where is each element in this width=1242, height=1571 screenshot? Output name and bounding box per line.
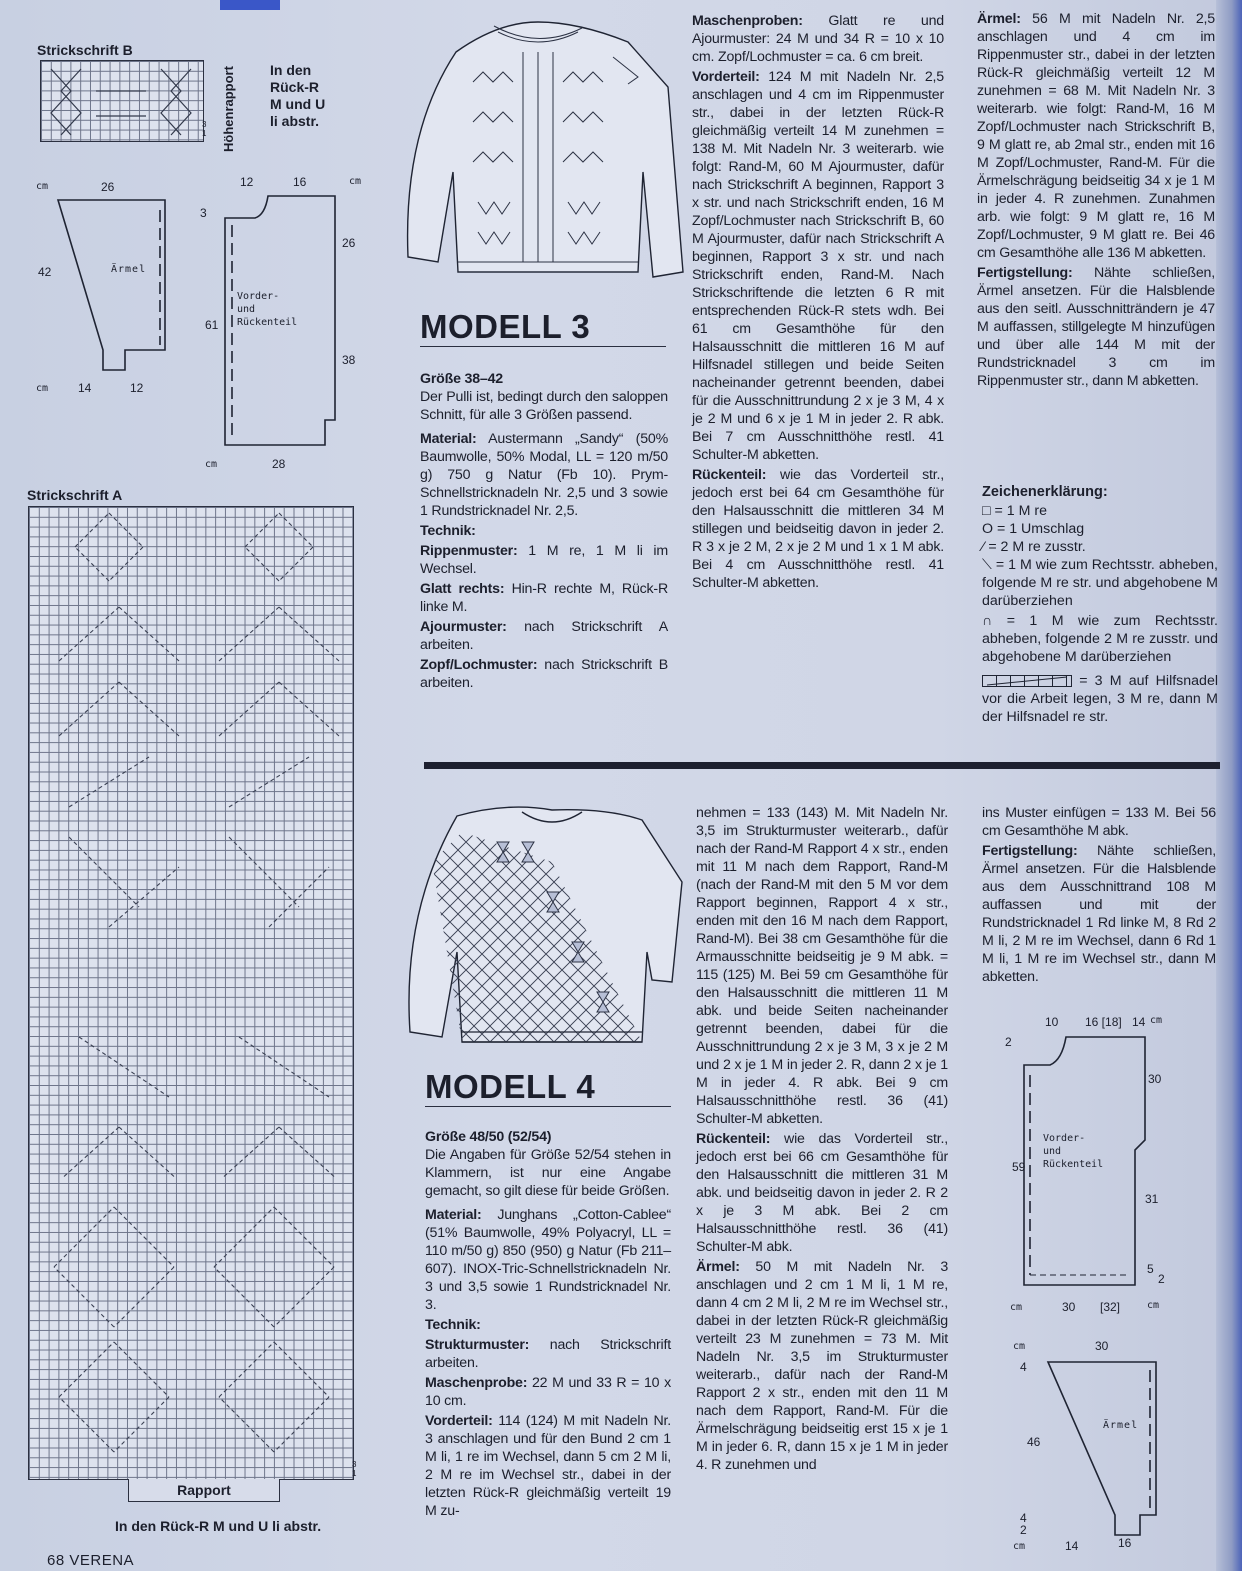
sleeve-m4-bottom-left: 14 <box>1065 1539 1079 1553</box>
chart-a-motif-line <box>59 682 119 736</box>
chart-a-motif-line <box>75 513 109 547</box>
body-m3-label: Vorder- und Rückenteil <box>237 291 298 328</box>
body-m3-top-right: 16 <box>293 175 307 189</box>
chart-a-motif-line <box>119 607 179 661</box>
modell4-struktur-text: nach Strickschrift arbeiten. <box>425 1337 671 1371</box>
modell3-column-2 <box>692 12 944 594</box>
body-m4-cm-right: cm <box>1147 1300 1160 1311</box>
chart-a-motif-line <box>64 1127 119 1177</box>
chart-a-motif-line <box>229 837 299 907</box>
chart-a-motif-line <box>69 757 149 807</box>
chart-a-rapport: Rapport <box>128 1479 280 1502</box>
chart-a-motif-line <box>59 1397 114 1452</box>
sleeve-m4-cuff-a: 4 <box>1020 1511 1027 1525</box>
modell4-aermel-label: Ärmel: <box>696 1259 740 1275</box>
body-m3-total: 61 <box>205 318 219 332</box>
legend-square-icon: □ <box>982 503 991 519</box>
modell3-aermel-text: 56 M mit Nadeln Nr. 2,5 anschlagen und 4 cm im Rippenmuster str., dabei in der letzten Rück-R gleichmäßig verteilt 12 M zunehmen = 68 M. Mit Nadeln Nr. 3 weiterarb. wie folgt: Rand-M, 16 M Zopf/Lochmuster nach Strickschrift B, 9 M glatt re, ab 2mal str., enden mit 16 M Zopf/Lochmuster, Rand-M. Für die Ärmelschrägung beidseitig 34 x je 1 M in jeder 4. R zunehmen. Zunahmen arb. wie folgt: 9 M glatt re, 16 M Zopf/Lochmuster, 9 M glatt re. Bei 46 cm Gesamthöhe alle 136 M abketten. <box>977 11 1215 261</box>
section-divider <box>424 762 1220 769</box>
chart-a-motif-line <box>109 867 179 927</box>
chart-a-motif-line <box>245 547 279 581</box>
sleeve-m4-top-mark: 4 <box>1020 1360 1027 1374</box>
sleeve-m3-bottom-left: 14 <box>78 381 92 395</box>
modell3-rueckenteil-text: wie das Vorderteil str., jedoch erst bei 64 cm Gesamthöhe für den Halsausschnitt die mittleren 34 M stillegen und beidseitig davon in jeder 2. R 3 x je 2 M, 2 x je 2 M und 1 x 1 M abk. Bei 4 cm Ausschnitthöhe restl. 41 Schulter-M abketten. <box>692 467 945 591</box>
body-m4-neck: 2 <box>1005 1035 1012 1049</box>
body-m4-label: Vorder- und Rückenteil <box>1043 1133 1104 1170</box>
top-color-tab <box>220 0 280 10</box>
modell4-material-label: Material: <box>425 1207 482 1223</box>
legend-item-sk2p <box>982 612 1218 666</box>
chart-a-motif-line <box>229 757 309 807</box>
modell3-column-1 <box>420 370 668 694</box>
chart-a-motif-line <box>114 1397 169 1452</box>
chart-a-motif-line <box>279 682 339 736</box>
chart-a-note: In den Rück-R M und U li abstr. <box>115 1518 322 1534</box>
legend-circle-icon: O <box>982 521 994 537</box>
body-m4-cm-bottom: cm <box>1010 1302 1023 1313</box>
legend-item-skp-text: = 1 M wie zum Rechtsstr. abheben, folgende M re str. und abgehobene M darüberziehen <box>982 557 1218 609</box>
modell3-size-label: Größe 38–42 <box>420 371 503 387</box>
chart-a-motif-line <box>79 1037 169 1097</box>
sleeve-m4-cm-bottom: cm <box>1013 1541 1026 1552</box>
body-m4-upper: 30 <box>1148 1072 1162 1086</box>
chart-b-note: In den Rück-R M und U li abstr. <box>270 62 326 129</box>
modell3-column-3 <box>977 10 1215 392</box>
chart-a-motif-line <box>219 682 279 736</box>
body-m3-top-left: 12 <box>240 175 254 189</box>
modell3-aermel-label: Ärmel: <box>977 11 1021 27</box>
modell3-sweater-illustration <box>398 22 690 284</box>
legend-item-k2tog <box>982 538 1218 556</box>
modell3-title-rule <box>420 346 666 347</box>
modell3-technik-label: Technik: <box>420 523 476 539</box>
body-m4-top-b: 16 [18] <box>1085 1015 1122 1029</box>
sleeve-m4-height: 46 <box>1027 1435 1041 1449</box>
modell3-vorderteil-label: Vorderteil: <box>692 69 760 85</box>
sleeve-m4-label: Ärmel <box>1103 1420 1139 1431</box>
legend-item-cable <box>982 672 1218 726</box>
legend-item-k2tog-text: = 2 M re zusstr. <box>988 539 1086 555</box>
sleeve-m4-bottom-right: 16 <box>1118 1536 1132 1550</box>
legend-slash-icon: ⁄ <box>982 539 985 555</box>
chart-a-motif-line <box>245 513 279 547</box>
chart-a-row-marks: 3 1 <box>352 1460 357 1478</box>
body-m4-bottom: 30 <box>1062 1300 1076 1314</box>
modell4-maschenprobe-label: Maschenprobe: <box>425 1375 528 1391</box>
chart-a-motif-line <box>114 1342 169 1397</box>
body-m3-upper: 26 <box>342 236 356 250</box>
chart-a-motif-line <box>279 513 313 547</box>
body-m4-cm-top: cm <box>1150 1015 1163 1026</box>
body-m4-lower: 31 <box>1145 1192 1159 1206</box>
chart-a-motif-line <box>54 1267 114 1327</box>
sleeve-m3-bottom-right: 12 <box>130 381 144 395</box>
chart-a-motif-line <box>279 547 313 581</box>
modell3-material-text: Austermann „Sandy“ (50% Baumwolle, 50% Modal, LL = 120 m/50 g) 750 g Natur (Fb 10). Prym-Schnellstricknadeln Nr. 2,5 und 3 sowie 1 Rundstricknadel Nr. 2,5. <box>420 431 668 519</box>
body-m3-cm-bottom: cm <box>205 459 218 470</box>
sleeve-m4-cuff-b: 2 <box>1020 1523 1027 1537</box>
legend-item-sk2p-text: = 1 M wie zum Rechtsstr. abheben, folgende 2 M re zusstr. und abgehobene M darüberziehen <box>982 613 1218 665</box>
chart-b-pattern <box>41 61 203 141</box>
sleeve-m3-schematic <box>0 170 210 400</box>
legend-item-knit <box>982 502 1218 520</box>
chart-a-motif-line <box>219 1342 274 1397</box>
chart-a-motif-line <box>114 1207 174 1267</box>
chart-a-motif-line <box>109 547 143 581</box>
modell4-aermel-text: 50 M mit Nadeln Nr. 3 anschlagen und 2 cm 1 M li, 1 M re, dann 4 cm 2 M li, 2 M re im Wechsel str., dabei in der letzten Rück-R gleichmäßig verteilt 23 M zunehmen = 73 M. Mit Nadeln Nr. 3,5 im Strukturmuster weiterarb., dafür nach der Rand-M Rapport 2 x str., enden mit den 11 M nach dem Rapport, Rand-M. Für die Ärmelschrägung beidseitig erst 15 x je 1 M in jeder 6. R, dann 15 x je 1 M in jeder 4. R zunehmen und <box>696 1259 949 1473</box>
body-m4-hem: 5 <box>1147 1262 1154 1276</box>
modell4-vorderteil-label: Vorderteil: <box>425 1413 493 1429</box>
modell4-maschenprobe-text: 22 M und 33 R = 10 x 10 cm. <box>425 1375 671 1409</box>
chart-a-motif-line <box>69 837 139 907</box>
modell3-rippen-label: Rippenmuster: <box>420 543 518 559</box>
chart-b-side-label: Höhenrapport <box>221 66 236 152</box>
modell3-zopf-text: nach Strickschrift B arbeiten. <box>420 657 668 691</box>
legend-item-yarnover <box>982 520 1218 538</box>
modell3-fertig-text: Nähte schließen, Ärmel ansetzen. Für die Halsblende aus den seitl. Ausschnitträndern je 47 M auffassen, stillgelegte M hinzufügen und über alle 144 M mit der Rundstricknadel 3 cm im Rippenmuster str., dann M abketten. <box>977 265 1215 389</box>
modell4-size-text: Die Angaben für Größe 52/54 stehen in Klammern, ist nur eine Angabe gemacht, so gilt diese für beide Größen. <box>425 1147 671 1199</box>
chart-a-motif-line <box>219 1397 274 1452</box>
modell3-maschenproben-text: Glatt re und Ajourmuster: 24 M und 34 R = 10 x 10 cm. Zopf/Lochmuster = ca. 6 cm breit. <box>692 13 945 65</box>
sleeve-m3-top-width: 26 <box>101 180 115 194</box>
modell4-col2-text: nehmen = 133 (143) M. Mit Nadeln Nr. 3,5 im Strukturmuster weiterarb., dafür nach der Rand-M Rapport 4 x str., enden mit 11 M nach dem Rapport, Rand-M (nach der Rand-M mit den 5 M vor dem Rapport beginnen, Rapport 4 x str., enden mit den 16 M nach dem Rapport, Rand-M). Bei 38 cm Gesamthöhe für die Armausschnitte beidseitig je 9 M abk. = 115 (125) M. Bei 59 cm Gesamthöhe für den Halsausschnitt die mittleren 11 M abk. und beide Seiten nacheinander getrennt beenden, dabei für die Ausschnittrundung 2 x je 3 M, 3 x je 2 M und 2 x je 1 M in jeder 2. R, dann 2 x je 1 M in jeder 4. R abk. Bei 9 cm Halsausschnitthöhe restl. 36 (41) Schulter-M abketten. <box>696 805 948 1127</box>
modell4-fertig-text: Nähte schließen, Ärmel ansetzen. Für die Halsblende aus dem Ausschnittrand 108 M auffassen und mit der Rundstricknadel 1 Rd linke M, 8 Rd 2 M li, 2 M re im Wechsel, dann 6 Rd 1 M li, 1 M re im Wechsel str., dann M abketten. <box>982 843 1216 985</box>
chart-a-motif-line <box>224 1127 279 1177</box>
chart-a-motif-line <box>119 682 179 736</box>
modell3-vorderteil-text: 124 M mit Nadeln Nr. 2,5 anschlagen und 4 cm im Rippenmuster str., dabei in der letzten Rück-R gleichmäßig verteilt 14 M zunehmen = 138 M. Mit Nadeln Nr. 3 weiterarb. wie folgt: Rand-M, 60 M Ajourmuster, dafür nach Strickschrift A beginnen, Rapport 3 x str. und nach Strickschrift enden, 16 M Zopf/Lochmuster nach Strickschrift B, 60 M Ajourmuster, dafür nach Strickschrift A beginnen, Rapport 3 x str. und nach Strickschrift enden, Rand-M. Nach Strickschriftende die letzten 6 R mit entsprechenden Rück-R stets wdh. Bei 61 cm Gesamthöhe für den Halsausschnitt die mittleren 16 M auf Hilfsnadel stillegen und beide Seiten nacheinander getrennt beenden, dabei für die Ausschnittrundung 2 x je 3 M, 4 x je 2 M und 6 x je 1 M in jeder 2. R abk. Bei 7 cm Ausschnitthöhe restl. 41 Schulter-M abketten. <box>692 69 944 463</box>
sleeve-m4-cm-top: cm <box>1013 1341 1026 1352</box>
chart-a-motif-line <box>274 1397 329 1452</box>
chart-a-motif-line <box>279 1127 334 1177</box>
legend-title: Zeichenerklärung: <box>982 484 1108 500</box>
chart-a-motif-line <box>219 607 279 661</box>
modell4-title-rule <box>425 1106 671 1107</box>
modell3-glatt-text: Hin-R rechte M, Rück-R linke M. <box>420 581 668 615</box>
modell3-zopf-label: Zopf/Lochmuster: <box>420 657 538 673</box>
chart-a-motif-line <box>214 1267 274 1327</box>
sleeve-m3-cm-bottom: cm <box>36 383 49 394</box>
body-m4-hem-b: 2 <box>1158 1272 1165 1286</box>
modell4-vorderteil-text: 114 (124) M mit Nadeln Nr. 3 anschlagen und für den Bund 2 cm 1 M li, 1 re im Wechsel, dann 5 cm 2 M li, 2 M re im Wechsel str., dabei in der letzten Rück-R gleichmäßig verteilt 19 M zu- <box>425 1413 671 1519</box>
chart-a-motif-line <box>75 547 109 581</box>
sleeve-m3-label: Ärmel <box>111 264 147 275</box>
chart-a-motif-line <box>54 1207 114 1267</box>
page-spine-shadow <box>1216 0 1242 1571</box>
modell3-maschenproben-label: Maschenproben: <box>692 13 803 29</box>
chart-a-motif-line <box>274 1207 334 1267</box>
body-m3-neck: 3 <box>200 206 207 220</box>
body-m3-bottom: 28 <box>272 457 286 471</box>
chart-a-motif-line <box>274 1342 329 1397</box>
sleeve-m3-height: 42 <box>38 265 52 279</box>
modell4-material-text: Junghans „Cotton-Cablee“ (51% Baumwolle, 49% Polyacryl, LL = 110 m/50 g) 850 (950) g Natur (Fb 211–607). INOX-Tric-Schnellstricknadeln Nr. 3 und 3,5 sowie 1 Rundstricknadel Nr. 3. <box>425 1207 671 1313</box>
modell3-glatt-label: Glatt rechts: <box>420 581 505 597</box>
modell4-title: MODELL 4 <box>425 1068 596 1105</box>
legend-cable-icon <box>982 675 1072 687</box>
chart-a-motif-line <box>114 1267 174 1327</box>
legend-arch-icon: ∩ <box>982 613 993 629</box>
modell4-size-label: Größe 48/50 (52/54) <box>425 1129 552 1145</box>
page-footer: 68 VERENA <box>47 1552 135 1569</box>
modell4-column-1 <box>425 1128 671 1522</box>
modell4-column-2 <box>696 804 948 1476</box>
chart-a-motif-line <box>109 513 143 547</box>
modell3-ajour-text: nach Strickschrift A arbeiten. <box>420 619 668 653</box>
modell3-rippen-text: 1 M re, 1 M li im Wechsel. <box>420 543 668 577</box>
modell4-fertig-label: Fertigstellung: <box>982 843 1078 859</box>
chart-a-motif-line <box>239 1037 329 1097</box>
modell3-ajour-label: Ajourmuster: <box>420 619 507 635</box>
legend-item-knit-text: = 1 M re <box>994 503 1047 519</box>
legend-item-skp <box>982 556 1218 610</box>
body-m3-lower: 38 <box>342 353 356 367</box>
body-m4-total: 59 <box>1012 1160 1026 1174</box>
body-m4-top-a: 10 <box>1045 1015 1059 1029</box>
modell3-fertig-label: Fertigstellung: <box>977 265 1073 281</box>
chart-b-title: Strickschrift B <box>37 42 133 58</box>
sleeve-m4-top-width: 30 <box>1095 1339 1109 1353</box>
chart-a-motif-line <box>214 1207 274 1267</box>
modell3-title: MODELL 3 <box>420 308 591 345</box>
chart-a-motif-line <box>119 1127 174 1177</box>
chart-a-motif-line <box>59 1342 114 1397</box>
chart-b-row-marks: 3 1 <box>202 120 207 138</box>
chart-a-pattern <box>29 507 353 1479</box>
body-m4-top-c: 14 <box>1132 1015 1146 1029</box>
modell4-column-3 <box>982 804 1216 988</box>
chart-a-motif-line <box>59 607 119 661</box>
chart-a-motif-line <box>279 607 339 661</box>
modell3-size-text: Der Pulli ist, bedingt durch den saloppen Schnitt, für alle 3 Größen passend. <box>420 389 668 423</box>
legend-backslash-icon: ⟍ <box>982 557 992 573</box>
chart-a-motif-line <box>269 867 329 927</box>
chart-a-motif-line <box>274 1267 334 1327</box>
modell4-col3-text: ins Muster einfügen = 133 M. Bei 56 cm Gesamthöhe M abk. <box>982 805 1216 839</box>
modell3-rueckenteil-label: Rückenteil: <box>692 467 767 483</box>
modell3-material-label: Material: <box>420 431 477 447</box>
modell4-struktur-label: Strukturmuster: <box>425 1337 530 1353</box>
modell4-technik-label: Technik: <box>425 1317 481 1333</box>
sleeve-m3-cm-top: cm <box>36 181 49 192</box>
legend-item-yarnover-text: = 1 Umschlag <box>997 521 1085 537</box>
modell4-rueckenteil-label: Rückenteil: <box>696 1131 771 1147</box>
modell4-rueckenteil-text: wie das Vorderteil str., jedoch erst bei 66 cm Gesamthöhe für den Halsausschnitt die mittleren 31 M abk. und beidseitig davon in jeder 2. R 2 x je 3 M abk. Bei 2 cm Halsausschnitthöhe restl. 36 (41) Schulter-M abk. <box>696 1131 949 1255</box>
chart-a-title: Strickschrift A <box>27 487 123 503</box>
legend-item-cable-text: = 3 M auf Hilfsnadel vor die Arbeit legen, 3 M re, dann M der Hilfsnadel re str. <box>982 673 1218 725</box>
modell4-sweater-illustration <box>402 802 687 1058</box>
body-m4-bottom-b: [32] <box>1100 1300 1121 1314</box>
body-m3-cm-top: cm <box>349 176 362 187</box>
